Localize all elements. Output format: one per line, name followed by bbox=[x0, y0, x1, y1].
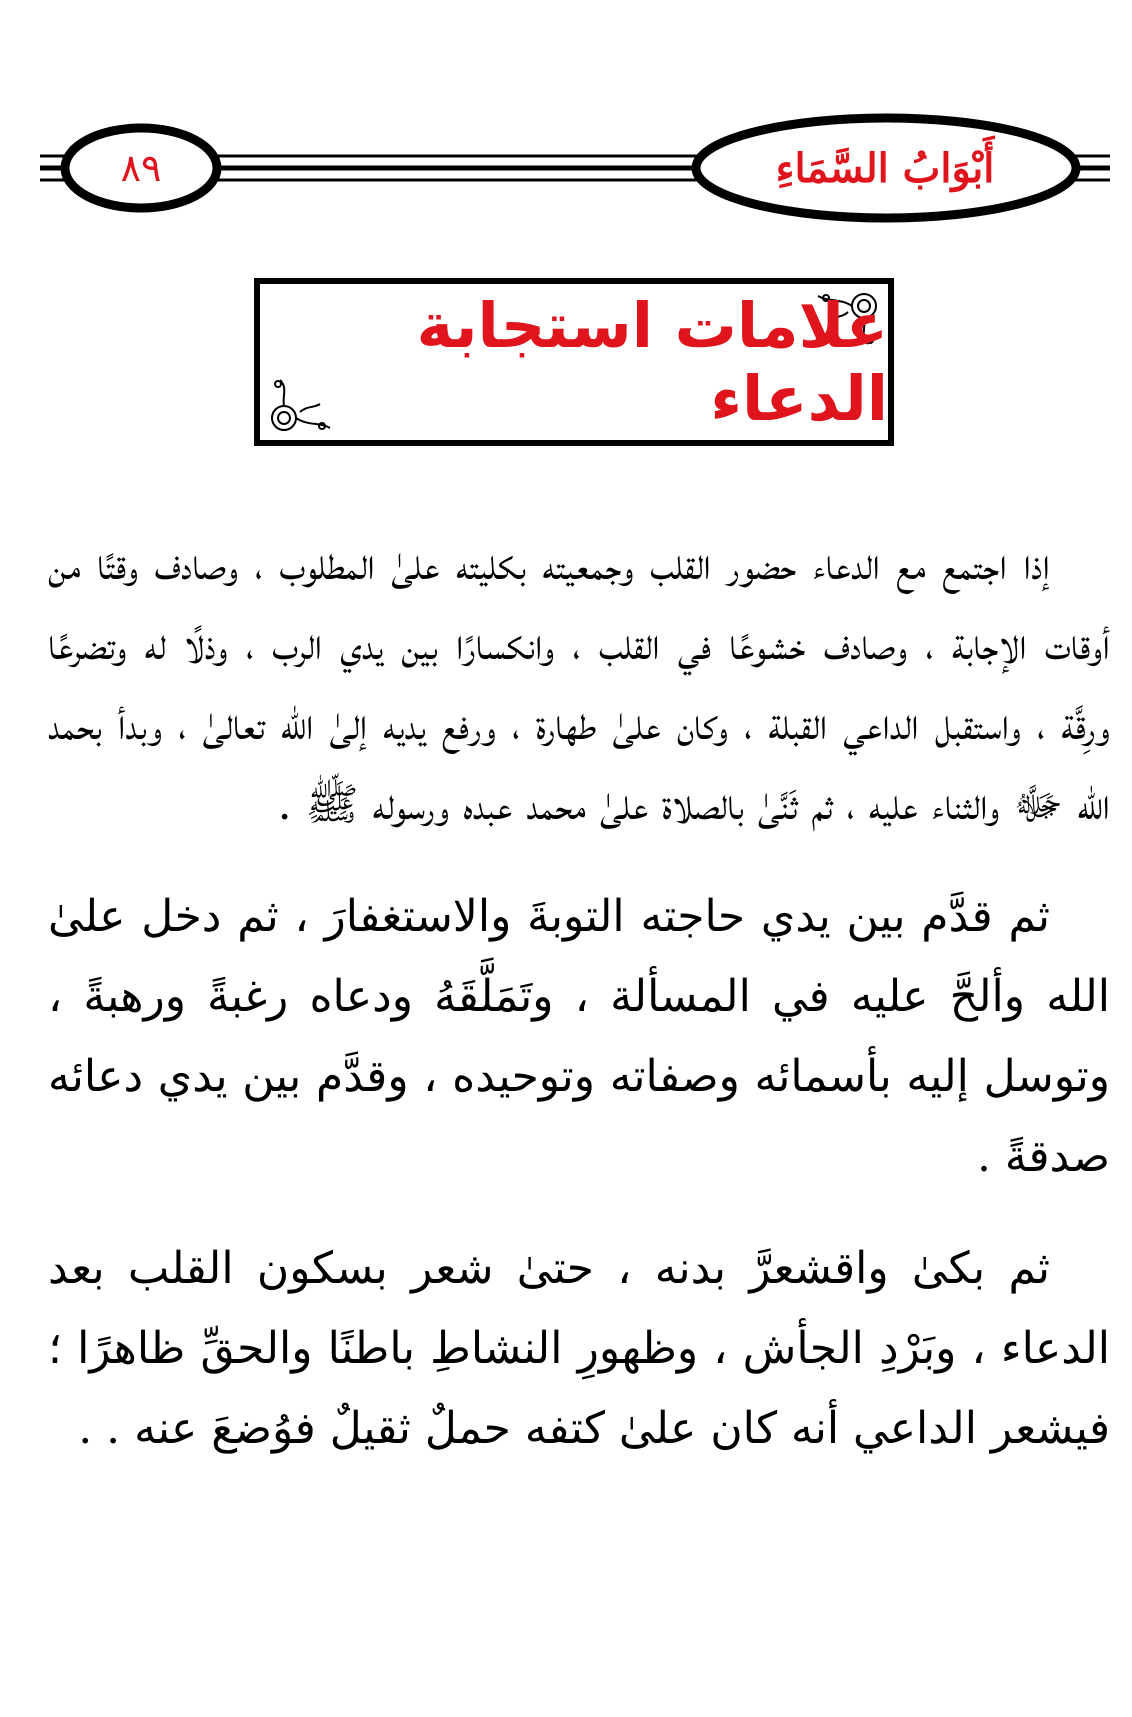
paragraph: إذا اجتمع مع الدعاء حضور القلب وجمعيته بكليته علىٰ المطلوب ، وصادف وقتًا من أوقات الإجابة ، وصادف خشوعًا في القلب ، وانكسارًا بين يدي الرب ، وذلًا له وتضرعًا ورِقَّة ، واستقبل الداعي القبلة ، وكان علىٰ طهارة ، ورفع يديه إلىٰ الله تعالىٰ ، وبدأ بحمد الله ﷻ والثناء عليه ، ثم ثَنَّىٰ بالصلاة علىٰ محمد عبده ورسوله ﷺ . bbox=[48, 539, 1111, 830]
body-text bbox=[48, 525, 1110, 1469]
page-number: ٨٩ bbox=[120, 146, 162, 190]
page-header bbox=[0, 0, 1132, 260]
header-ornament bbox=[0, 0, 1132, 260]
paragraph: ثم قدَّم بين يدي حاجته التوبةَ والاستغفارَ ، ثم دخل علىٰ الله وألحَّ عليه في المسألة ، وتَمَلَّقَهُ ودعاه رغبةً ورهبةً ، وتوسل إليه بأسمائه وصفاته وتوحيده ، وقدَّم بين يدي دعائه صدقةً . bbox=[48, 891, 1110, 1182]
paragraph: ثم بكىٰ واقشعرَّ بدنه ، حتىٰ شعر بسكون القلب بعد الدعاء ، وبَرْدِ الجأش ، وظهورِ النشاطِ باطنًا والحقِّ ظاهرًا ؛ فيشعر الداعي أنه كان علىٰ كتفه حملٌ ثقيلٌ فوُضعَ عنه . . bbox=[48, 1243, 1110, 1454]
chapter-title: علامات استجابة الدعاء bbox=[416, 289, 888, 435]
chapter-title-box bbox=[254, 278, 894, 446]
book-title: أَبْوَابُ السَّمَاءِ bbox=[775, 144, 995, 192]
